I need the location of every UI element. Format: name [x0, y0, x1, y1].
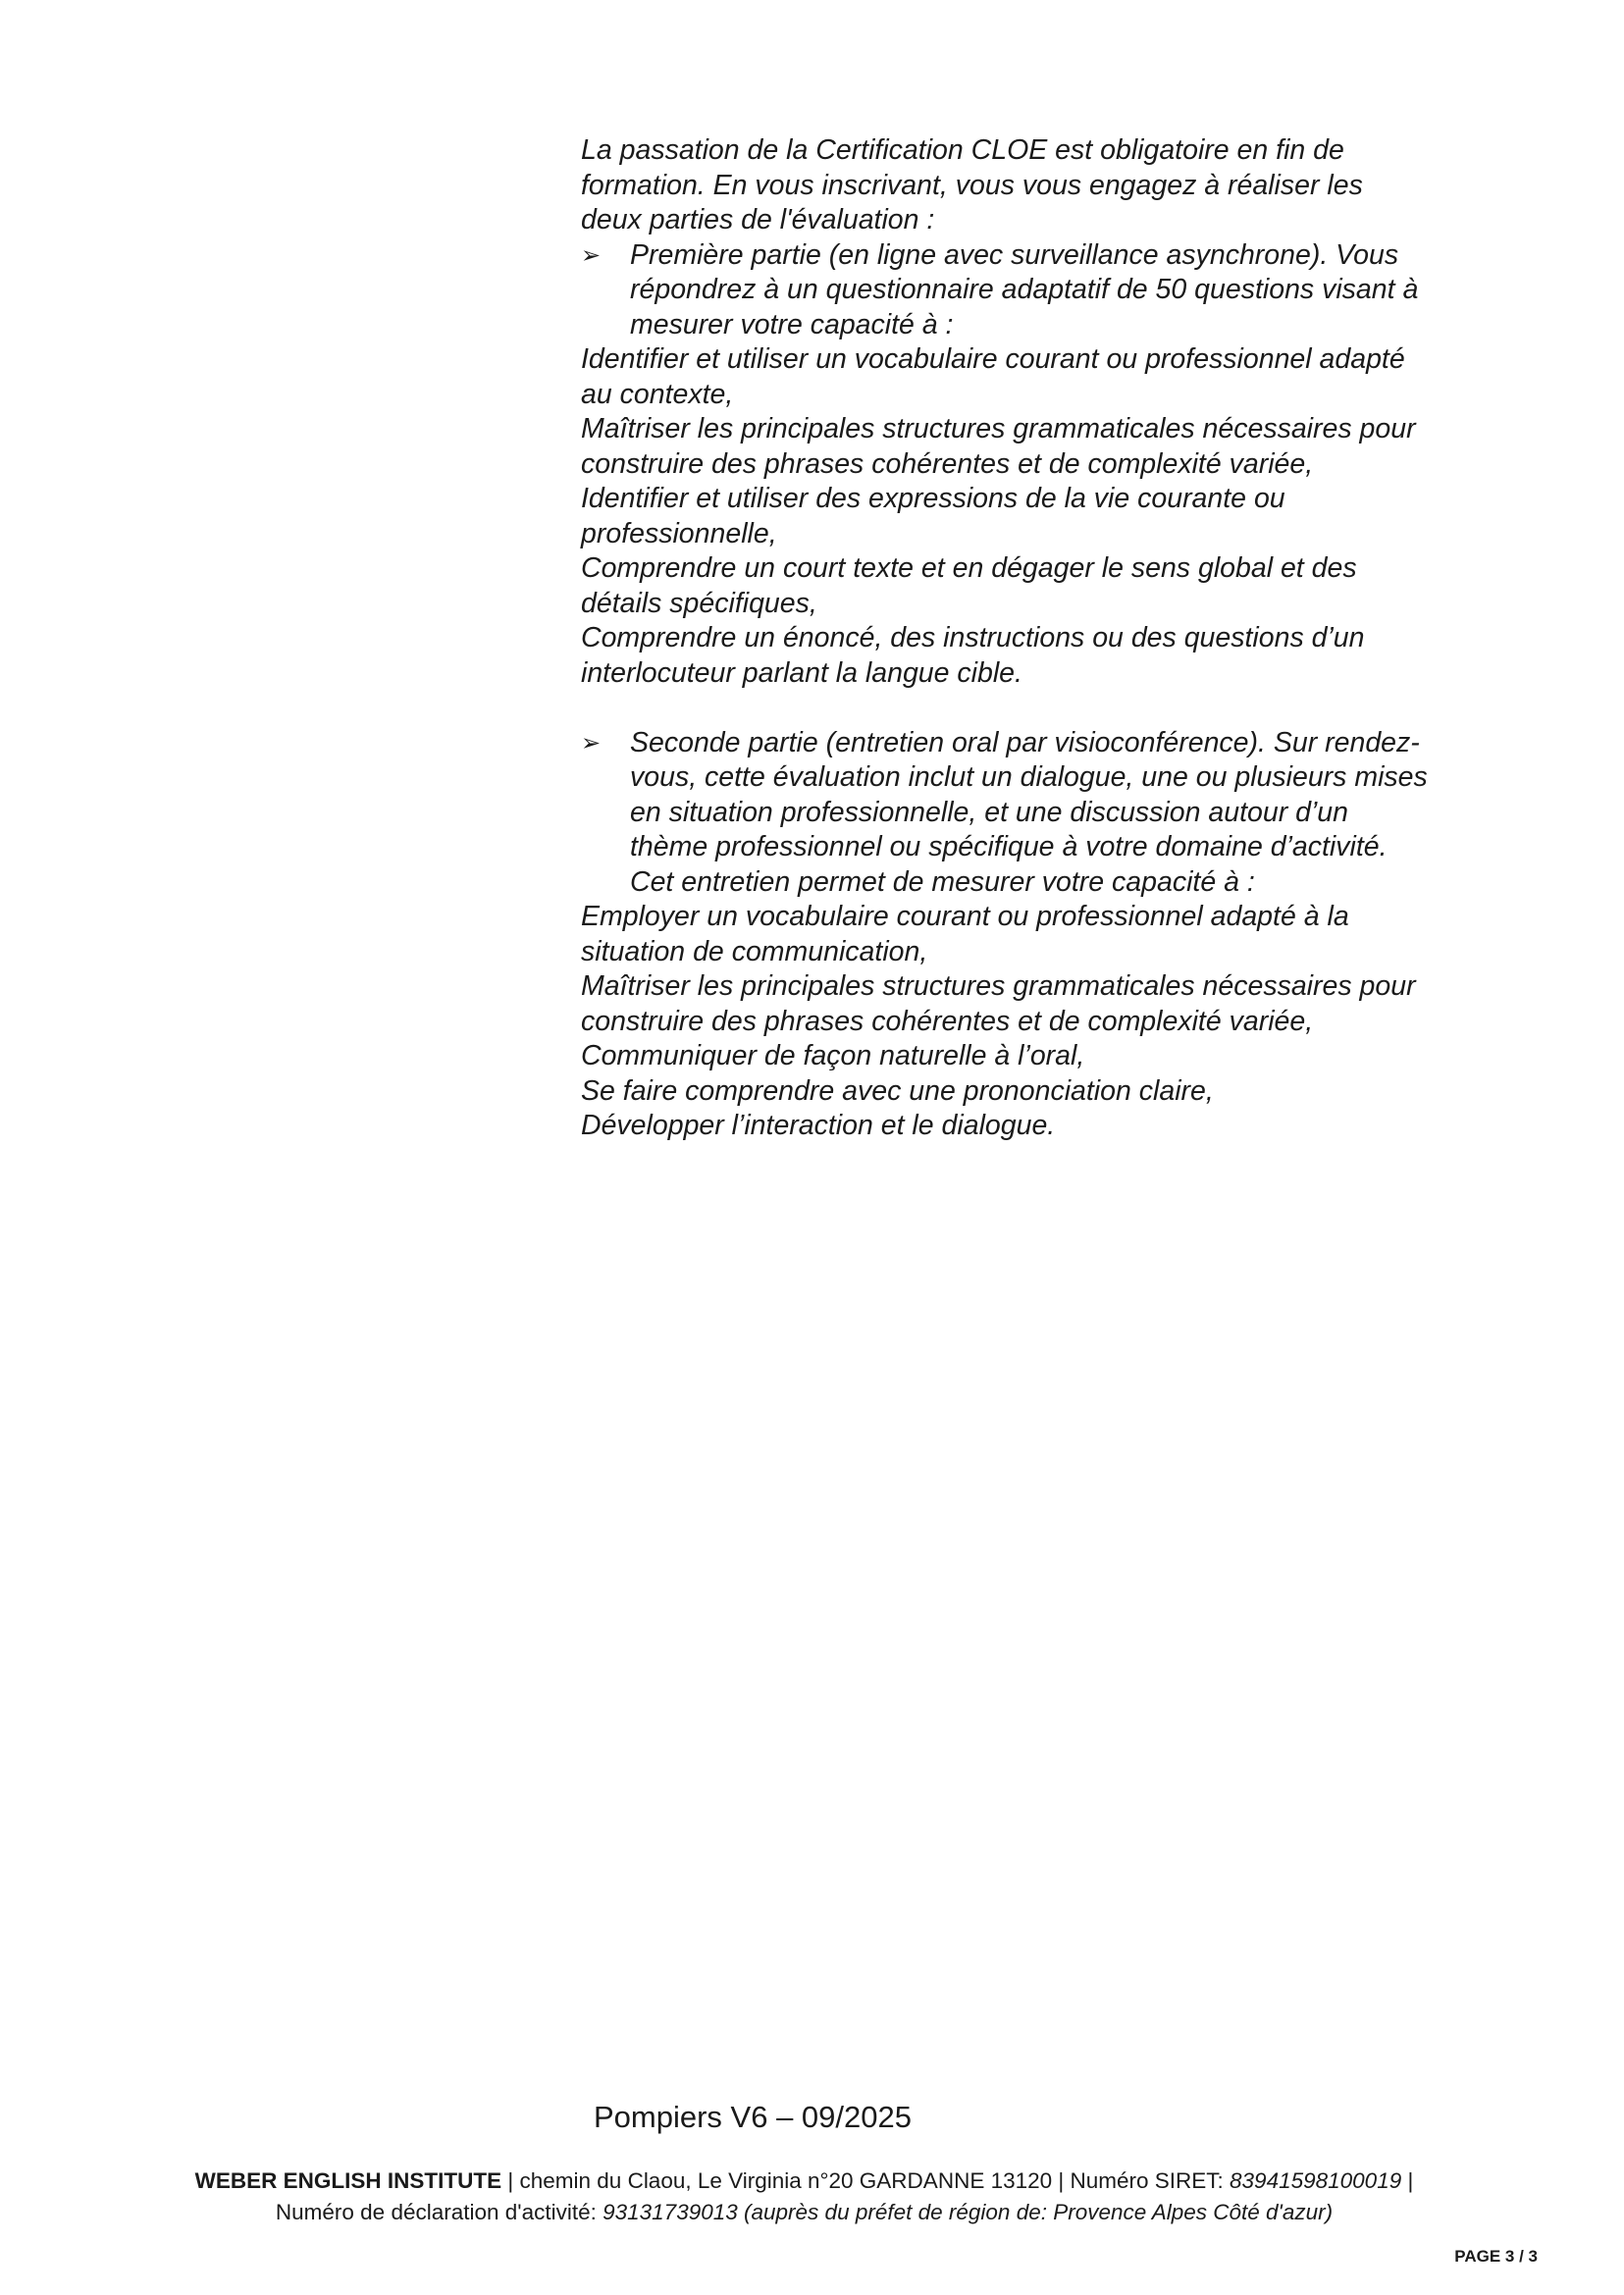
- part1-line: répondrez à un questionnaire adaptatif de 50 questions visant à: [630, 274, 1419, 305]
- footer-declaration-line: [0, 2198, 1616, 2227]
- arrow-bullet-icon: ➢: [581, 241, 602, 269]
- part2-line: Seconde partie (entretien oral par visioconférence). Sur rendez-: [630, 726, 1420, 758]
- arrow-bullet-icon: ➢: [581, 729, 602, 756]
- footer-separator: |: [1401, 2168, 1414, 2193]
- part2-item-line: Se faire comprendre avec une prononciation claire,: [581, 1074, 1214, 1107]
- declaration-number: 93131739013: [602, 2200, 738, 2224]
- document-body: [581, 133, 1523, 1144]
- part1-line: Première partie (en ligne avec surveillance asynchrone). Vous: [630, 238, 1399, 271]
- part2-item-line: Communiquer de façon naturelle à l’oral,: [581, 1040, 1085, 1071]
- part2-item-line: construire des phrases cohérentes et de complexité variée,: [581, 1005, 1314, 1037]
- part2-line: en situation professionnelle, et une discussion autour d’un: [630, 796, 1348, 828]
- siret-number: 83941598100019: [1230, 2168, 1402, 2193]
- intro-line: deux parties de l'évaluation :: [581, 204, 935, 235]
- part2-item-line: Développer l’interaction et le dialogue.: [581, 1110, 1056, 1141]
- part1-item-line: détails spécifiques,: [581, 587, 817, 619]
- part1-item-line: Comprendre un énoncé, des instructions ou des questions d’un: [581, 622, 1365, 653]
- footer-version: Pompiers V6 – 09/2025: [594, 2100, 912, 2134]
- paragraph-gap: [581, 691, 1523, 726]
- part1-item-line: Identifier et utiliser des expressions de la vie courante ou: [581, 483, 1285, 514]
- part2-line: Cet entretien permet de mesurer votre capacité à :: [630, 865, 1255, 898]
- org-address: | chemin du Claou, Le Virginia n°20 GARDANNE 13120 | Numéro SIRET:: [501, 2168, 1231, 2193]
- part1-bullet: [581, 238, 1523, 343]
- part2-line: vous, cette évaluation inclut un dialogue, une ou plusieurs mises: [630, 761, 1428, 793]
- part1-item-line: construire des phrases cohérentes et de complexité variée,: [581, 447, 1314, 480]
- intro-line: La passation de la Certification CLOE est obligatoire en fin de: [581, 134, 1344, 166]
- part1-item-line: interlocuteur parlant la langue cible.: [581, 656, 1022, 689]
- part2-line: thème professionnel ou spécifique à votre domaine d’activité.: [630, 831, 1388, 862]
- org-name: WEBER ENGLISH INSTITUTE: [194, 2168, 502, 2193]
- declaration-note: (auprès du préfet de région de: Provence Alpes Côté d'azur): [737, 2200, 1334, 2224]
- declaration-label: Numéro de déclaration d'activité:: [275, 2200, 603, 2224]
- part2-bullet: [581, 726, 1523, 901]
- part1-item-line: Identifier et utiliser un vocabulaire courant ou professionnel adapté: [581, 343, 1405, 375]
- part2-item-line: situation de communication,: [581, 935, 928, 967]
- part1-line: mesurer votre capacité à :: [630, 308, 954, 340]
- part1-item-line: Comprendre un court texte et en dégager le sens global et des: [581, 552, 1357, 584]
- part1-item-line: au contexte,: [581, 378, 734, 410]
- part2-item-line: Maîtriser les principales structures grammaticales nécessaires pour: [581, 970, 1416, 1002]
- part1-item-line: professionnelle,: [581, 517, 777, 549]
- page-number: PAGE 3 / 3: [1454, 2247, 1538, 2266]
- footer-org-line: [0, 2166, 1616, 2196]
- part1-item-line: Maîtriser les principales structures grammaticales nécessaires pour: [581, 413, 1416, 444]
- part2-item-line: Employer un vocabulaire courant ou professionnel adapté à la: [581, 901, 1349, 932]
- intro-line: formation. En vous inscrivant, vous vous engagez à réaliser les: [581, 169, 1363, 201]
